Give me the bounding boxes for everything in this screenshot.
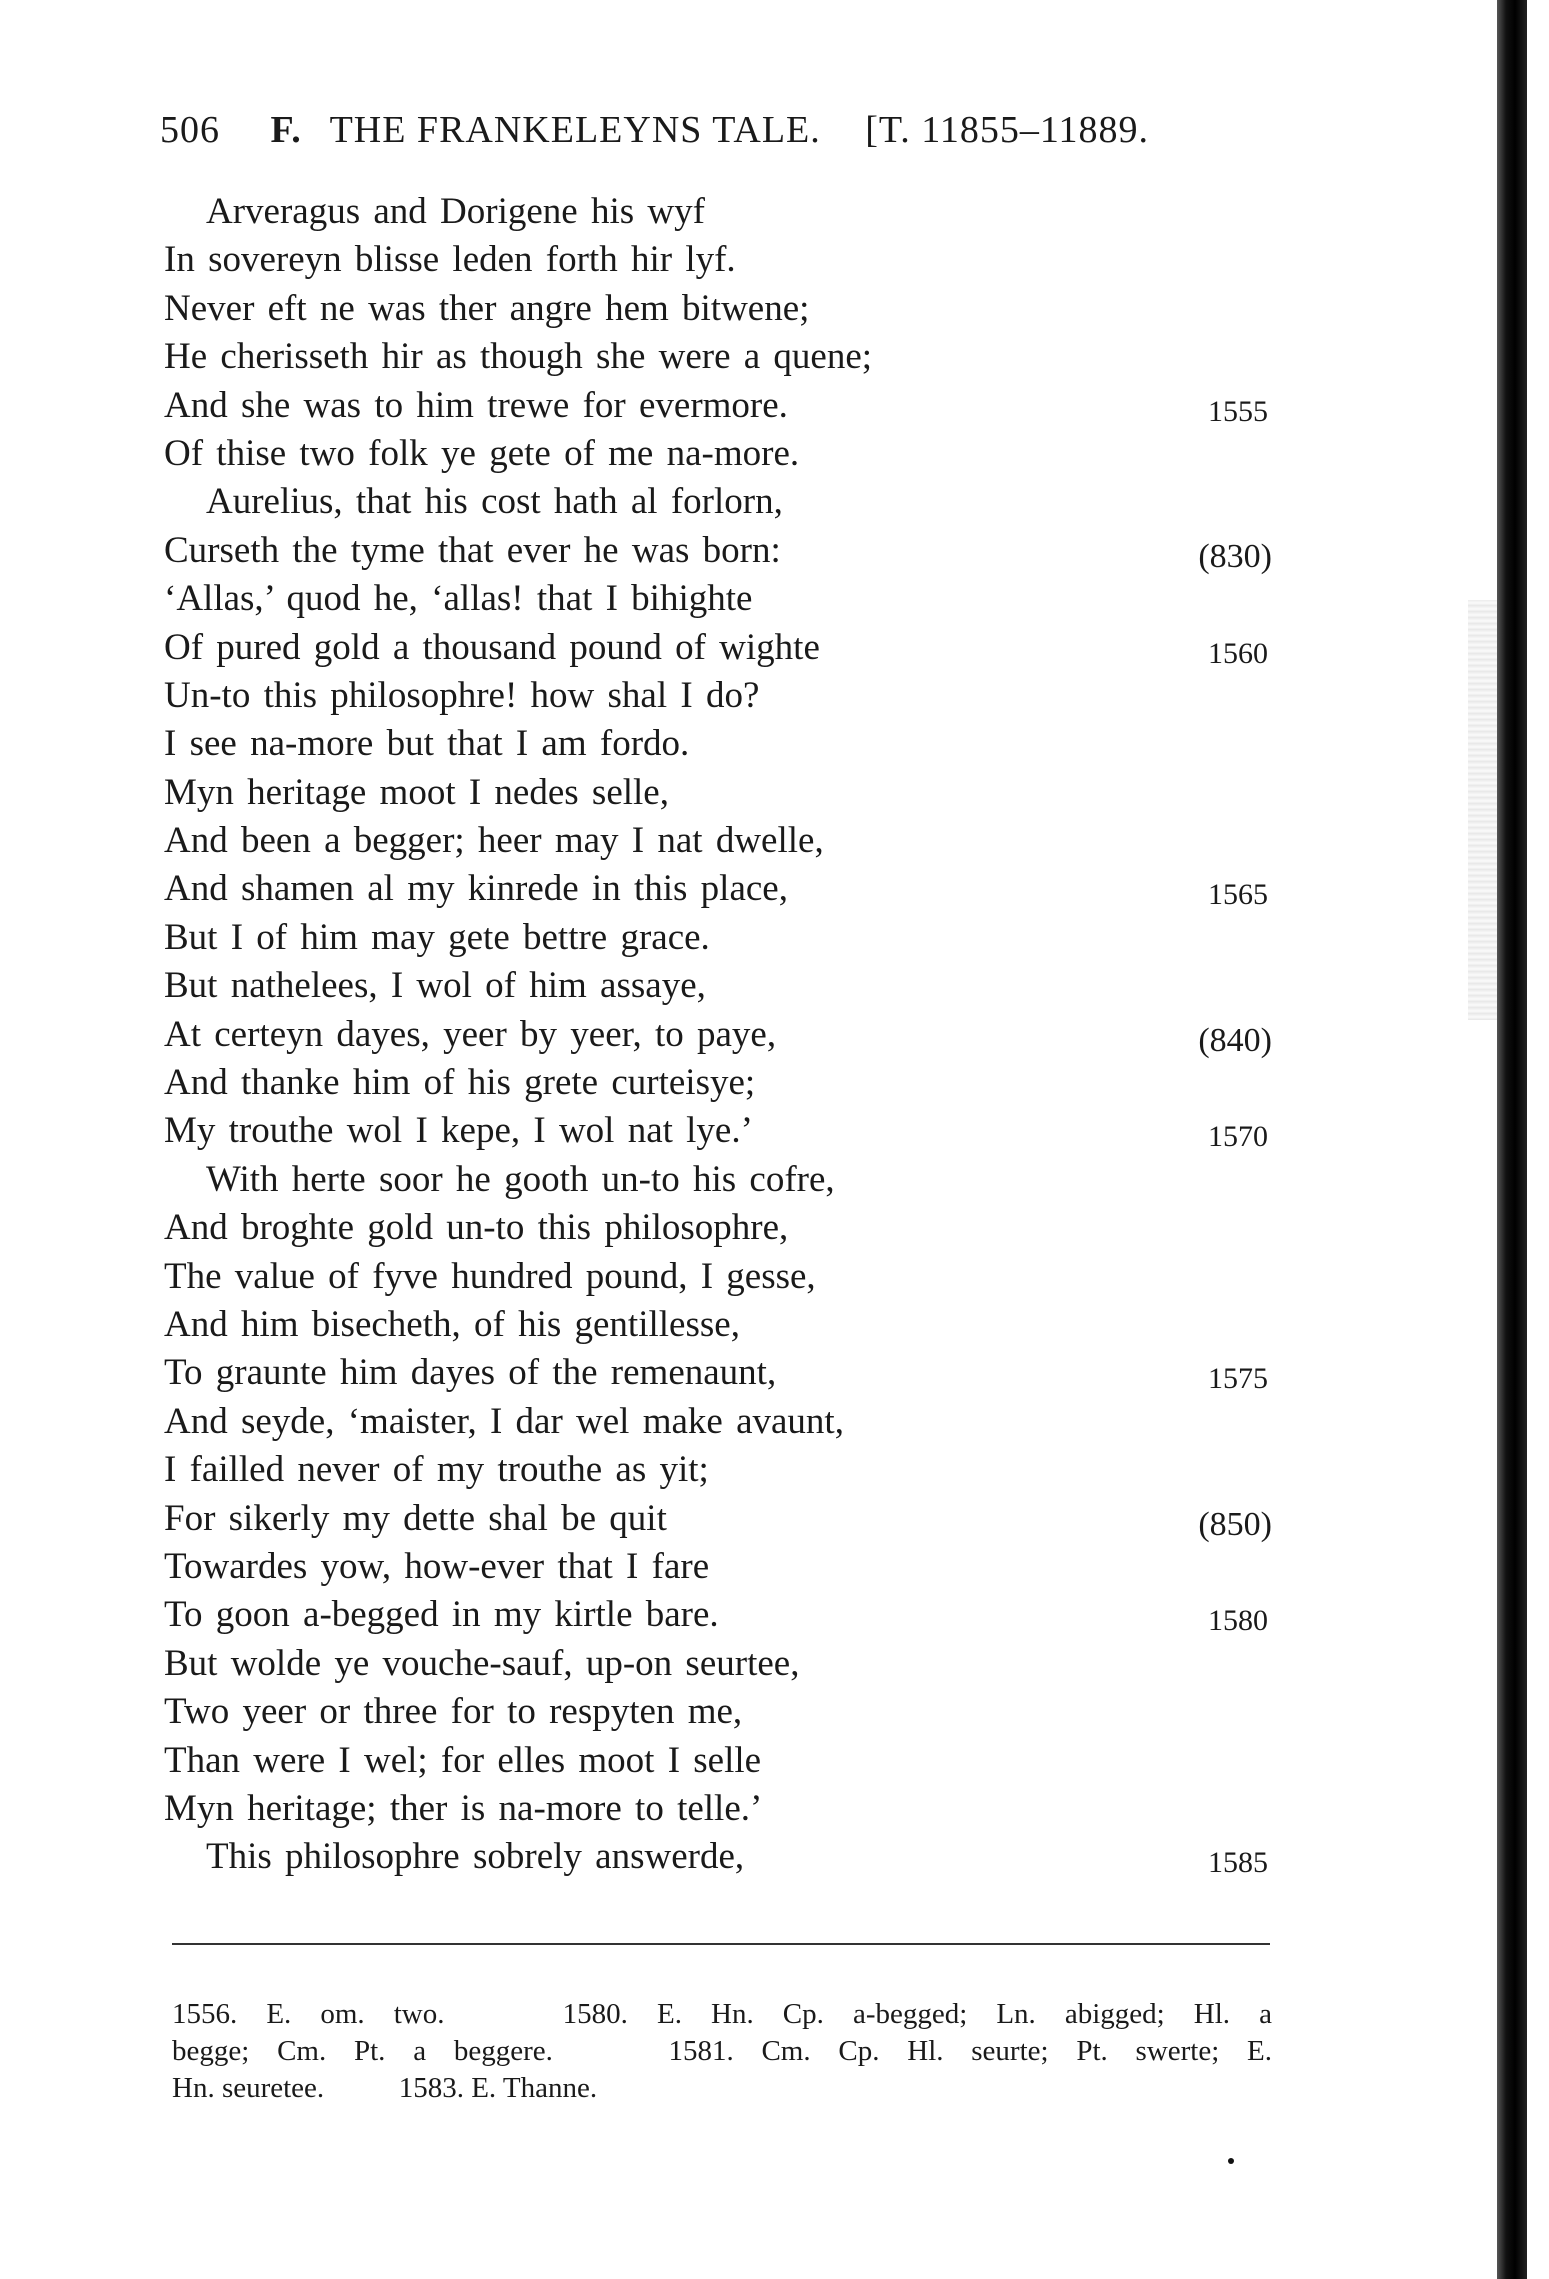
verse-text: For sikerly my dette shal be quit <box>164 1497 667 1539</box>
binding-shadow <box>1468 600 1498 1020</box>
verse-line <box>164 1495 1274 1543</box>
verse-text: My trouthe wol I kepe, I wol nat lye.’ <box>164 1110 753 1152</box>
binding-edge <box>1497 0 1527 2279</box>
verse-line <box>164 430 1274 478</box>
verse-line <box>164 865 1274 913</box>
verse-text: And broghte gold un-to this philosophre, <box>164 1207 789 1249</box>
running-header <box>160 108 1260 152</box>
verse-line <box>164 672 1274 720</box>
verse-line <box>164 624 1274 672</box>
verse-text: I see na-more but that I am fordo. <box>164 723 690 765</box>
verse-line <box>164 720 1274 768</box>
verse-line <box>164 817 1274 865</box>
ink-speck <box>1228 2158 1234 2164</box>
line-number: 1570 <box>1208 1120 1268 1154</box>
footnote-1556: 1556. E. om. two. <box>172 1998 445 2030</box>
footnote-divider <box>172 1943 1270 1945</box>
verse-line <box>164 382 1274 430</box>
verse-line <box>164 188 1274 236</box>
poem-text <box>164 188 1274 1882</box>
line-number: 1565 <box>1208 878 1268 912</box>
verse-text: He cherisseth hir as though she were a quene; <box>164 336 873 378</box>
verse-text: Of thise two folk ye gete of me na-more. <box>164 432 800 474</box>
verse-text: Aurelius, that his cost hath al forlorn, <box>206 481 783 523</box>
verse-line <box>164 1446 1274 1494</box>
verse-line <box>164 1253 1274 1301</box>
verse-text: ‘Allas,’ quod he, ‘allas! that I bihighte <box>164 578 753 620</box>
verse-line <box>164 575 1274 623</box>
footnote-1580: 1580. E. Hn. Cp. a-begged; Ln. abigged; Hl. a <box>562 1998 1273 2030</box>
verse-line <box>164 769 1274 817</box>
verse-text: Myn heritage; ther is na-more to telle.’ <box>164 1787 763 1829</box>
verse-text: The value of fyve hundred pound, I gesse, <box>164 1255 816 1297</box>
verse-text: Never eft ne was ther angre hem bitwene; <box>164 287 810 329</box>
verse-text: I failled never of my trouthe as yit; <box>164 1449 709 1491</box>
verse-text: And thanke him of his grete curteisye; <box>164 1062 756 1104</box>
verse-line <box>164 1785 1274 1833</box>
verse-line <box>164 1059 1274 1107</box>
verse-text: But wolde ye vouche-sauf, up-on seurtee, <box>164 1642 800 1684</box>
footnote-1583: 1583. E. Thanne. <box>398 2072 598 2104</box>
verse-text: Of pured gold a thousand pound of wighte <box>164 626 820 668</box>
line-number: (850) <box>1198 1505 1272 1543</box>
verse-text: Arveragus and Dorigene his wyf <box>206 191 705 232</box>
verse-text: This philosophre sobrely answerde, <box>206 1836 745 1878</box>
verse-line <box>164 333 1274 381</box>
verse-text: And shamen al my kinrede in this place, <box>164 868 788 910</box>
footnote-line <box>172 1996 1272 2033</box>
verse-line <box>164 1107 1274 1155</box>
verse-line <box>164 1543 1274 1591</box>
footnotes <box>172 1996 1272 2107</box>
verse-text: In sovereyn blisse leden forth hir lyf. <box>164 239 736 281</box>
verse-text: To graunte him dayes of the remenaunt, <box>164 1352 777 1394</box>
verse-text: Than were I wel; for elles moot I selle <box>164 1739 762 1781</box>
verse-line <box>164 1591 1274 1639</box>
section-letter: F. <box>270 109 302 151</box>
verse-text: And seyde, ‘maister, I dar wel make avaunt, <box>164 1400 844 1442</box>
line-number: 1560 <box>1208 636 1268 670</box>
verse-text: Myn heritage moot I nedes selle, <box>164 771 669 813</box>
verse-text: Towardes yow, how-ever that I fare <box>164 1545 710 1587</box>
line-number: 1580 <box>1208 1604 1268 1638</box>
page-number: 506 <box>160 109 220 151</box>
verse-line <box>164 962 1274 1010</box>
verse-text: At certeyn dayes, yeer by yeer, to paye, <box>164 1013 777 1055</box>
verse-text: Two yeer or three for to respyten me, <box>164 1691 743 1733</box>
line-number: 1585 <box>1208 1846 1268 1880</box>
verse-line <box>164 1833 1274 1881</box>
verse-line <box>164 1688 1274 1736</box>
verse-line <box>164 1398 1274 1446</box>
verse-line <box>164 1640 1274 1688</box>
verse-line <box>164 1156 1274 1204</box>
verse-text: To goon a-begged in my kirtle bare. <box>164 1594 719 1636</box>
verse-text: But nathelees, I wol of him assaye, <box>164 965 706 1007</box>
verse-line <box>164 1349 1274 1397</box>
verse-line <box>164 527 1274 575</box>
verse-text: But I of him may gete bettre grace. <box>164 916 710 958</box>
footnote-line <box>172 2033 1272 2070</box>
verse-line <box>164 236 1274 284</box>
verse-text: And she was to him trewe for evermore. <box>164 384 788 426</box>
verse-line <box>164 285 1274 333</box>
verse-line <box>164 1204 1274 1252</box>
line-number: (830) <box>1198 537 1272 575</box>
line-range: [T. 11855–11889. <box>865 109 1149 151</box>
verse-line <box>164 914 1274 962</box>
line-number: (840) <box>1198 1021 1272 1059</box>
verse-line <box>164 1011 1274 1059</box>
footnote-1580-cont: begge; Cm. Pt. a beggere. <box>172 2035 553 2067</box>
footnote-1581-cont: Hn. seuretee. <box>172 2072 325 2104</box>
verse-text: Un-to this philosophre! how shal I do? <box>164 674 760 716</box>
footnote-line <box>172 2070 1272 2107</box>
page-title: THE FRANKELEYNS TALE. <box>329 109 821 151</box>
verse-line <box>164 478 1274 526</box>
verse-text: With herte soor he gooth un-to his cofre, <box>206 1158 835 1200</box>
verse-text: Curseth the tyme that ever he was born: <box>164 529 781 571</box>
verse-line <box>164 1737 1274 1785</box>
verse-text: And him bisecheth, of his gentillesse, <box>164 1303 740 1345</box>
verse-text: And been a begger; heer may I nat dwelle, <box>164 820 824 862</box>
line-number: 1575 <box>1208 1362 1268 1396</box>
line-number: 1555 <box>1208 394 1268 428</box>
verse-line <box>164 1301 1274 1349</box>
footnote-1581: 1581. Cm. Cp. Hl. seurte; Pt. swerte; E. <box>668 2035 1273 2067</box>
